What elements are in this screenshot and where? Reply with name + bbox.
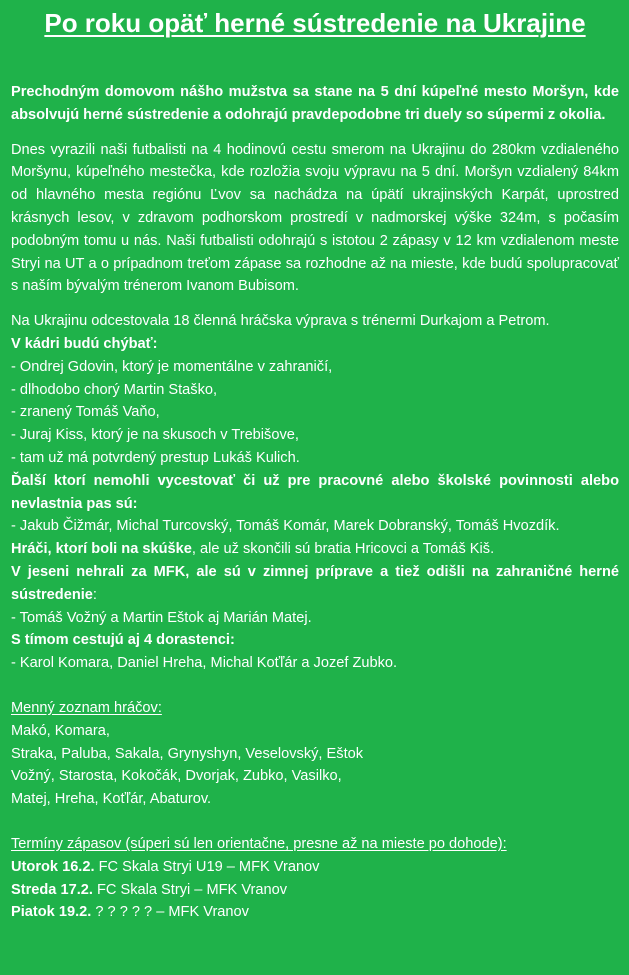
schedule-day: Streda 17.2. [11,881,93,898]
lead-paragraph: Prechodným domovom nášho mužstva sa stane na 5 dní kúpeľné mesto Moršyn, kde absolvujú herné sústredenie a odohrajú pravdepodobne tri duely so súpermi z okolia. [11,84,619,123]
autumn-rest: : [92,586,97,603]
schedule-day: Piatok 19.2. [11,904,92,921]
roster-row: Straka, Paluba, Sakala, Grynyshyn, Veselovský, Eštok [11,745,364,762]
trial-line [11,538,619,561]
others-list: - Jakub Čižmár, Michal Turcovský, Tomáš Komár, Marek Dobranský, Tomáš Hvozdík. [11,518,560,535]
schedule-row [11,879,619,902]
page-title: Po roku opäť herné sústredenie na Ukrajine [44,8,586,38]
missing-item: - dlhodobo chorý Martin Staško, [11,381,218,398]
trial-bold: Hráči, ktorí boli na skúške [11,541,192,558]
autumn-line [11,561,619,607]
schedule-match: FC Skala Stryi – MFK Vranov [92,881,288,898]
schedule-match: FC Skala Stryi U19 – MFK Vranov [94,858,320,875]
missing-item: - Ondrej Gdovin, ktorý je momentálne v zahraničí, [11,358,333,375]
autumn-bold: V jeseni nehrali za MFK, ale sú v zimnej príprave a tiež odišli na zahraničné herné sústredenie [11,563,619,603]
squad-intro: Na Ukrajinu odcestovala 18 členná hráčska výprava s trénermi Durkajom a Petrom. [11,313,550,330]
intro-paragraph: Dnes vyrazili naši futbalisti na 4 hodinovú cestu smerom na Ukrajinu do 280km vzdialeného Moršynu, kúpeľného mestečka, kde rozložia svoju výpravu na 5 dní. Moršyn vzdialený 84km od hlavného mesta regiónu Ľvov sa nachádza na úpätí ukrajinských Karpát, uprostred krásnych lesov, v zdravom podhorskom prostredí v nadmorskej výške 324m, s počasím podobným tomu u nás. Naši futbalisti odohrajú s istotou 2 zápasy v 12 km vzdialenom meste Stryi na UT a o prípadnom treťom zápase sa rozhodne až na mieste, kde budú spolupracovať s naším bývalým trénerom Ivanom Bubisom. [11,141,619,295]
schedule-row [11,901,619,924]
schedule-heading: Termíny zápasov (súperi sú len orientačne, presne až na mieste po dohode): [11,835,507,852]
roster-row: Makó, Komara, [11,722,110,739]
missing-heading: V kádri budú chýbať: [11,335,158,352]
autumn-list: - Tomáš Vožný a Martin Eštok aj Marián Matej. [11,609,312,626]
schedule-row [11,856,619,879]
roster-row: Matej, Hreha, Koťľár, Abaturov. [11,791,212,808]
roster-heading: Menný zoznam hráčov: [11,699,162,716]
trial-rest: , ale už skončili sú bratia Hricovci a Tomáš Kiš. [191,541,495,558]
juniors-list: - Karol Komara, Daniel Hreha, Michal Koťľár a Jozef Zubko. [11,655,398,672]
others-heading: Ďalší ktorí nemohli vycestovať či už pre pracovné alebo školské povinnosti alebo nevlastnia pas sú: [11,472,619,512]
schedule-match: ? ? ? ? ? – MFK Vranov [91,904,249,921]
missing-item: - Juraj Kiss, ktorý je na skusoch v Trebišove, [11,427,299,444]
squad-section [11,310,619,924]
schedule-day: Utorok 16.2. [11,858,95,875]
missing-item: - zranený Tomáš Vaňo, [11,404,160,421]
missing-item: - tam už má potvrdený prestup Lukáš Kulich. [11,449,300,466]
roster-row: Vožný, Starosta, Kokočák, Dvorjak, Zubko, Vasilko, [11,768,342,785]
juniors-heading: S tímom cestujú aj 4 dorastenci: [11,632,235,649]
